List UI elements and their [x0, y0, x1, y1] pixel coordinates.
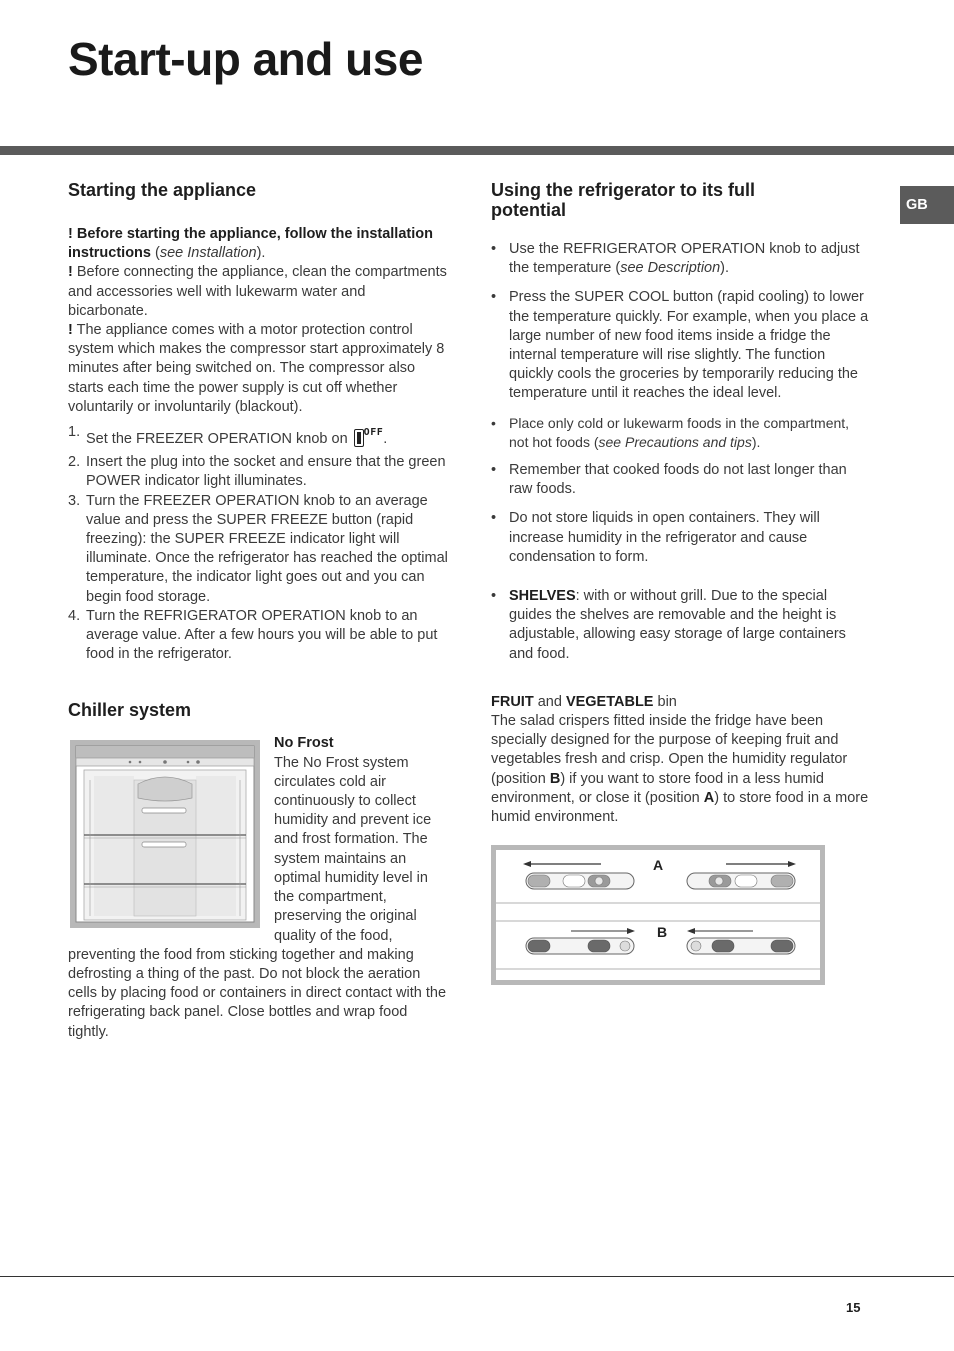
humidity-regulator-figure [491, 845, 825, 985]
fruit-vegetable-text [491, 712, 871, 827]
p1-paren-open: ( [150, 245, 160, 262]
right-column [491, 178, 871, 985]
warning-mark: ! [68, 322, 73, 339]
using-heading: Using the refrigerator to its full potential [491, 180, 756, 220]
fruit-vegetable-section [491, 693, 871, 985]
left-column [68, 178, 448, 1042]
p1-paren-close: ). [256, 245, 266, 262]
step-item [68, 607, 448, 665]
tip-item: • Remember that cooked foods do not last longer than raw foods. [491, 461, 871, 499]
fruit-label: FRUIT [491, 693, 534, 710]
starting-heading: Starting the appliance [68, 180, 257, 200]
shelves-text: : with or without grill. Due to the special guides the shelves are removable and the height is adjustable, allowing easy storage of large containers and food. [509, 588, 846, 662]
figure-label-a: A [652, 857, 664, 874]
usage-tips-list [491, 240, 871, 664]
fruit-text-3: ) to store food in a more humid environment. [491, 789, 869, 826]
knob-off-icon [354, 429, 364, 447]
chiller-section [68, 734, 448, 1041]
warning-mark: ! [68, 264, 73, 281]
installation-ref: see Installation [159, 245, 257, 262]
step-number: 3. [68, 492, 81, 509]
tip-item [491, 240, 871, 278]
page-title: Start-up and use [68, 33, 423, 85]
humidity-regulator-illustration [491, 845, 825, 985]
startup-steps [68, 423, 448, 664]
tip-item [491, 414, 871, 452]
vegetable-label: VEGETABLE [565, 693, 654, 710]
shelves-item [491, 587, 871, 664]
step-number: 1. [68, 424, 81, 441]
bin-word: bin [653, 693, 677, 710]
tip-text: Place only cold or lukewarm foods in the compartment, not hot foods ( [509, 414, 850, 450]
no-frost-text: The No Frost system circulates cold air continuously to collect humidity and prevent ice and frost formation. The system maintains an optimal humidity level in the compartment, preserving the original quality of the food, preventing the food from sticking together and making defrosting a thing of the past. Do not block the aeration cells by placing food or containers in direct contact with the refrigerating back panel. Close bottles and wrap food tightly. [68, 754, 447, 1040]
tip-text: Use the REFRIGERATOR OPERATION knob to adjust the temperature ( [509, 241, 860, 277]
starting-paragraph-1 [68, 225, 448, 263]
step-item [68, 453, 448, 491]
starting-p1-bold: Before starting the appliance, follow the installation instructions [68, 226, 433, 262]
top-divider [0, 146, 954, 155]
page-number: 15 [846, 1300, 861, 1315]
starting-paragraph-2 [68, 263, 448, 321]
step1-period: . [383, 431, 388, 448]
precautions-ref: see Precautions and tips [598, 433, 752, 450]
step-item [68, 423, 448, 449]
tip-item: • Do not store liquids in open containers. They will increase humidity in the refrigerator and cause condensation to form. [491, 509, 871, 567]
fruit-text-2: ) if you want to store food in a less humid environment, or close it (position [491, 770, 824, 806]
fridge-interior-figure [70, 740, 260, 928]
tip-end: ). [751, 433, 761, 450]
fruit-text-1: The salad crispers fitted inside the fridge have been specially designed for the purpose of keeping fruit and vegetables fresh and crisp. Open the humidity regulator (position [491, 713, 848, 787]
step-text: Turn the FREEZER OPERATION knob to an average value and press the SUPER FREEZE button (rapid freezing): the SUPER FREEZE indicator light will illuminate. Once the refrigerator has reached the optimal temperature, the indicator light goes out and you can begin food storage. [86, 492, 448, 605]
step-item [68, 492, 448, 607]
warning-mark: ! [68, 226, 73, 242]
tip-end: ). [720, 260, 730, 277]
step-number: 2. [68, 454, 81, 471]
bottom-divider [0, 1276, 954, 1277]
figure-label-b: B [656, 924, 668, 941]
starting-intro [68, 225, 448, 417]
position-a-label: A [703, 789, 715, 806]
starting-p3-text: The appliance comes with a motor protection control system which makes the compressor start approximately 8 minutes after being switched on. The compressor also starts each time the power supply is cut off whether voluntarily or involuntarily (blackout). [68, 322, 445, 415]
fruit-vegetable-heading [491, 693, 871, 712]
no-frost-label: No Frost [274, 735, 334, 752]
step-text: Set the FREEZER OPERATION knob on [86, 431, 352, 448]
chiller-heading: Chiller system [68, 700, 192, 721]
step-number: 4. [68, 607, 81, 624]
fridge-interior-illustration [70, 740, 260, 928]
step-text: Insert the plug into the socket and ensure that the green POWER indicator light illuminates. [86, 454, 446, 490]
starting-paragraph-3 [68, 321, 448, 417]
language-tab: GB [900, 186, 954, 224]
shelves-label: SHELVES [509, 588, 576, 605]
step-text: Turn the REFRIGERATOR OPERATION knob to an average value. After a few hours you will be able to put food in the refrigerator. [86, 607, 438, 663]
and-word: and [533, 693, 566, 710]
starting-p2-text: Before connecting the appliance, clean the compartments and accessories well with lukewarm water and bicarbonate. [68, 264, 447, 319]
off-label: OFF [363, 427, 384, 439]
description-ref: see Description [620, 260, 721, 277]
tip-item: • Press the SUPER COOL button (rapid cooling) to lower the temperature quickly. For example, when you place a large number of new food items inside a fridge the internal temperature will rise slightly. The function quickly cools the groceries by temporarily reducing the temperature until it reaches the ideal level. [491, 288, 871, 403]
position-b-label: B [549, 770, 561, 787]
